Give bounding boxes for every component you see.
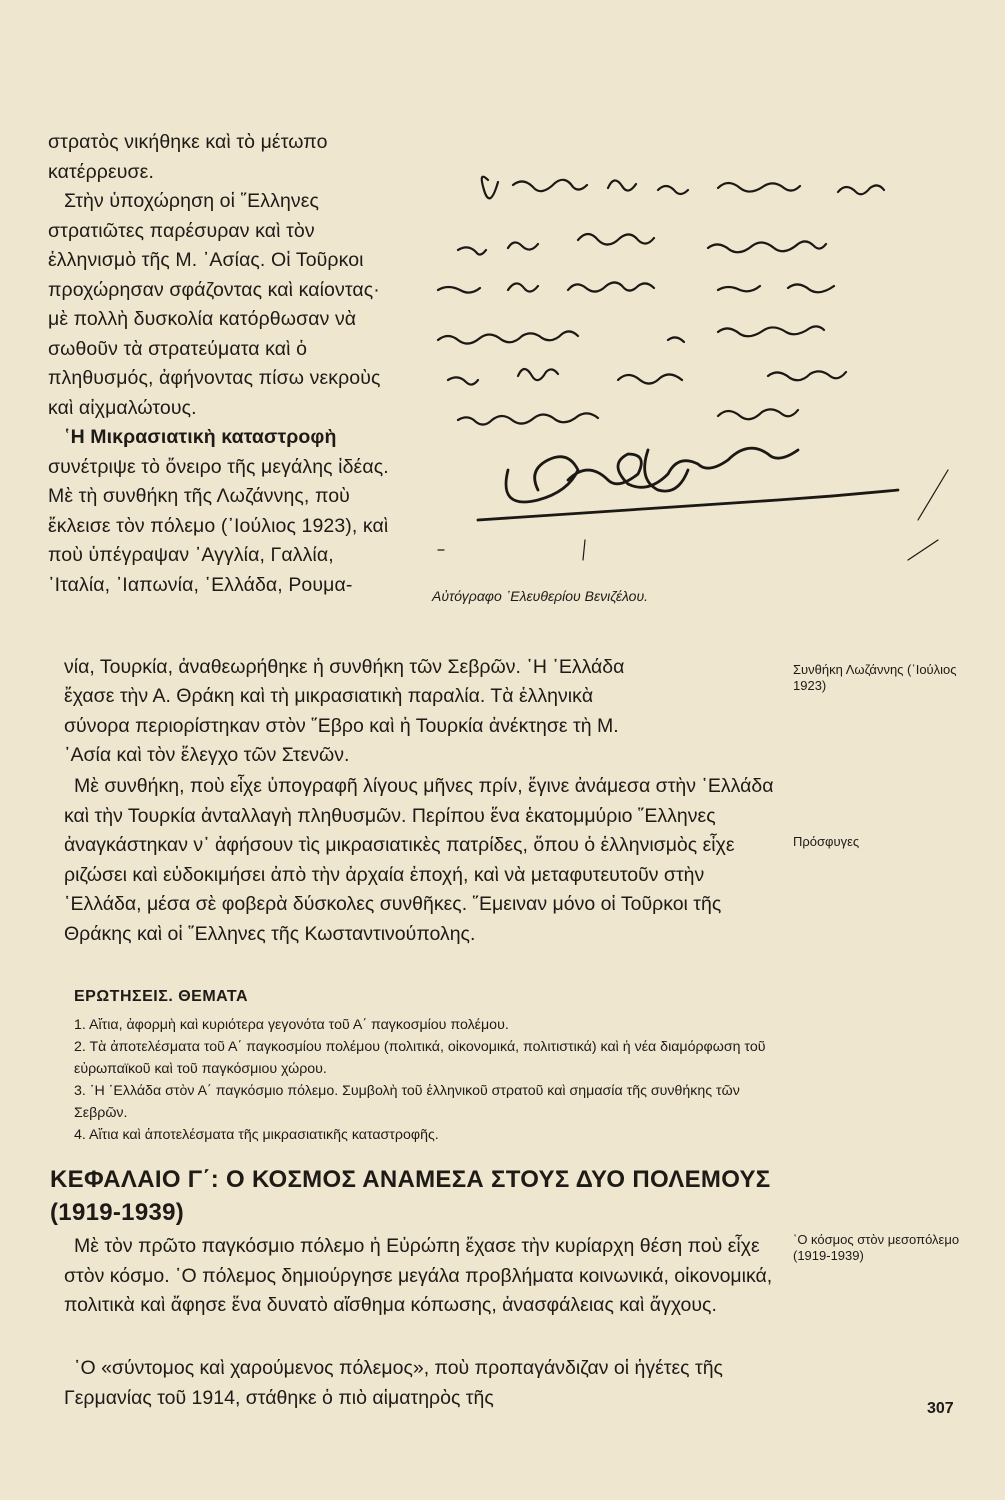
paragraph-population-exchange: Μὲ συνθήκη, ποὺ εἶχε ὑπογραφῆ λίγους μῆνες πρίν, ἔγινε ἀνάμεσα στὴν ῾Ελλάδα καὶ τὴν Τουρκία ἀνταλλαγὴ πληθυσμῶν. Περίπου ἕνα ἑκατομμύριο ῞Ελληνες ἀναγκάστηκαν ν᾿ ἀφήσουν τὶς μικρασιατικὲς πατρίδες, ὅπου ὁ ἑλληνισμὸς εἶχε ριζώσει καὶ εὐδοκιμήσει ἀπὸ τὴν ἀρχαία ἐποχή, καὶ νὰ μεταφυτευτοῦν στὴν ῾Ελλάδα, μέσα σὲ φοβερὰ δύσκολες συνθῆκες. ῞Εμειναν μόνο οἱ Τοῦρκοι τῆς Θράκης καὶ οἱ ῞Ελληνες τῆς Κωσταντινούπολης.: [64, 775, 774, 945]
handwritten-autograph-image: [418, 140, 963, 570]
figure-caption: Αὐτόγραφο ᾿Ελευθερίου Βενιζέλου.: [432, 588, 649, 604]
body-line: ᾿Ασία καὶ τὸν ἔλεγχο τῶν Στενῶν.: [64, 744, 350, 766]
chapter-heading: ΚΕΦΑΛΑΙΟ Γ΄: Ο ΚΟΣΜΟΣ ΑΝΑΜΕΣΑ ΣΤΟΥΣ ΔΥΟ ΠΟΛΕΜΟΥΣ (1919-1939): [50, 1166, 771, 1226]
paragraph-europe-lost-dominance: Μὲ τὸν πρῶτο παγκόσμιο πόλεμο ἡ Εὐρώπη ἔχασε τὴν κυρίαρχη θέση ποὺ εἶχε στὸν κόσμο. ῾Ο πόλεμος δημιούργησε μεγάλα προβλήματα κοινωνικά, οἰκονομικά, πολιτικὰ καὶ ἄφησε ἕνα δυνατὸ αἴσθημα κόπωσης, ἀνασφάλειας καὶ ἄγχους.: [64, 1235, 773, 1316]
body-line: νία, Τουρκία, ἀναθεωρήθηκε ἡ συνθήκη τῶν Σεβρῶν. ῾Η ῾Ελλάδα: [64, 656, 625, 678]
page-number: 307: [927, 1400, 954, 1417]
venizelos-autograph-figure: [418, 140, 963, 570]
margin-note-interwar: ῾Ο κόσμος στὸν μεσοπόλεμο (1919-1939): [793, 1232, 960, 1263]
body-line: σύνορα περιορίστηκαν στὸν ῞Εβρο καὶ ἡ Τουρκία ἀνέκτησε τὴ Μ.: [64, 715, 619, 737]
bold-term: ῾Η Μικρασιατικὴ καταστροφὴ: [64, 426, 337, 448]
paragraph-front-collapse: στρατὸς νικήθηκε καὶ τὸ μέτωπο κατέρρευσε.: [48, 131, 328, 183]
margin-note-lausanne: Συνθήκη Λωζάννης (᾿Ιούλιος 1923): [793, 662, 957, 693]
question-item: 1. Αἴτια, ἀφορμὴ καὶ κυριότερα γεγονότα τοῦ Α΄ παγκοσμίου πολέμου.: [74, 1017, 509, 1033]
paragraph-asia-minor-catastrophe: [48, 423, 393, 600]
body-line: ἔχασε τὴν Α. Θράκη καὶ τὴ μικρασιατικὴ παραλία. Τὰ ἑλληνικὰ: [64, 685, 594, 707]
left-column-text: [48, 128, 393, 600]
question-item: 4. Αἴτια καὶ ἀποτελέσματα τῆς μικρασιατικῆς καταστροφῆς.: [74, 1127, 439, 1143]
margin-note-refugees: Πρόσφυγες: [793, 834, 860, 849]
paragraph-short-war: ῾Ο «σύντομος καὶ χαρούμενος πόλεμος», ποὺ προπαγάνδιζαν οἱ ἡγέτες τῆς Γερμανίας τοῦ 1914, στάθηκε ὁ πιὸ αἱματηρὸς τῆς: [64, 1357, 723, 1409]
question-item: 2. Τὰ ἀποτελέσματα τοῦ Α΄ παγκοσμίου πολέμου (πολιτικά, οἰκονομικά, πολιτιστικά) καὶ ἡ νέα διαμόρφωση τοῦ εὐρωπαϊκοῦ καὶ τοῦ παγκόσμιου χώρου.: [74, 1039, 766, 1077]
paragraph-lausanne-start: συνέτριψε τὸ ὄνειρο τῆς μεγάλης ἰδέας. Μὲ τὴ συνθήκη τῆς Λωζάννης, ποὺ ἔκλεισε τὸν πόλεμο (᾿Ιούλιος 1923), καὶ ποὺ ὑπέγραψαν ᾿Αγγλία, Γαλλία, ᾿Ιταλία, ᾿Ιαπωνία, ῾Ελλάδα, Ρουμα-: [48, 455, 389, 596]
questions-heading: ΕΡΩΤΗΣΕΙΣ. ΘΕΜΑΤΑ: [74, 988, 249, 1005]
paragraph-retreat: Στὴν ὑποχώρηση οἱ ῞Ελληνες στρατιῶτες παρέσυραν καὶ τὸν ἑλληνισμὸ τῆς Μ. ᾿Ασίας. Οἱ Τοῦρκοι προχώρησαν σφάζοντας καὶ καίοντας· μὲ πολλὴ δυσκολία κατόρθωσαν νὰ σωθοῦν τὰ στρατεύματα καὶ ὁ πληθυσμός, ἀφήνοντας πίσω νεκροὺς καὶ αἰχμαλώτους.: [48, 190, 381, 419]
question-item: 3. ῾Η ῾Ελλάδα στὸν Α΄ παγκόσμιο πόλεμο. Συμβολὴ τοῦ ἑλληνικοῦ στρατοῦ καὶ σημασία τῆς συνθήκης τῶν Σεβρῶν.: [74, 1083, 740, 1121]
